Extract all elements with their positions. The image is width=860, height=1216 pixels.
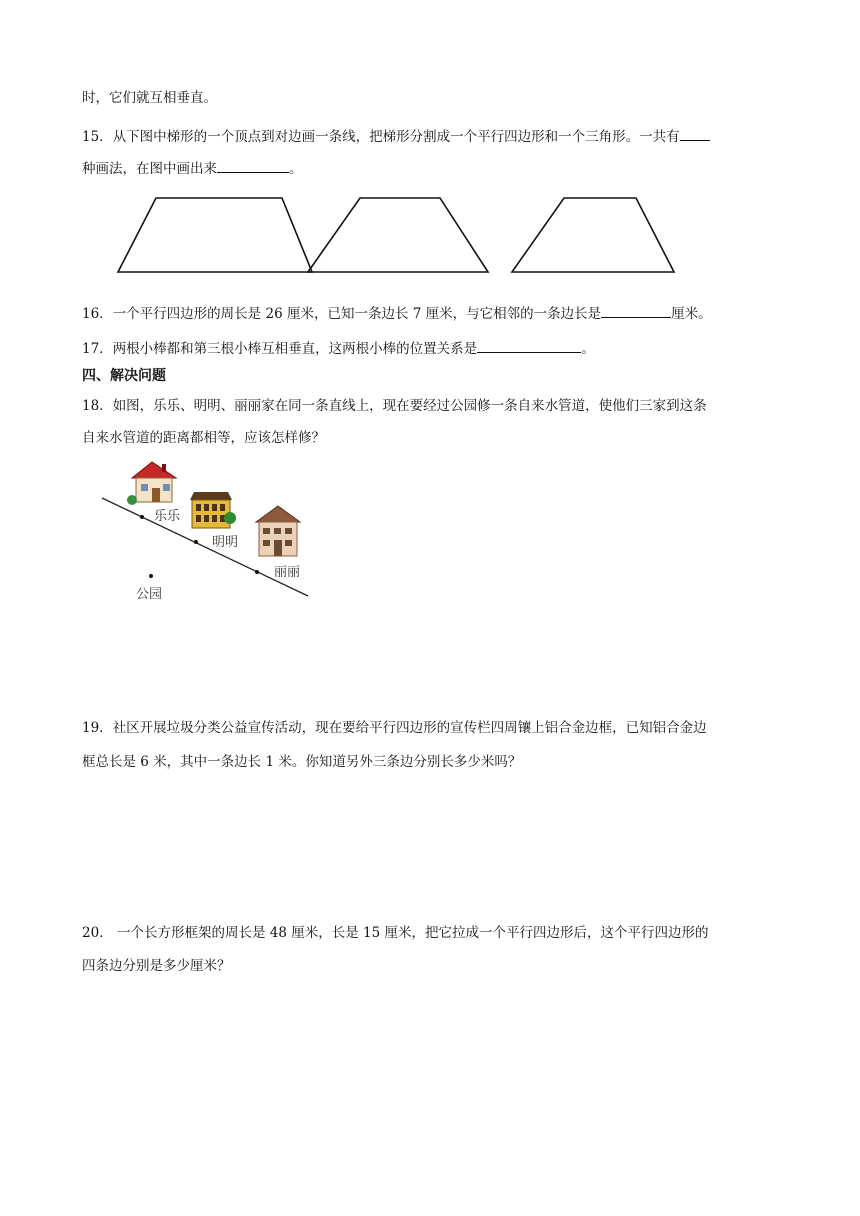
- question-15-text-c: 。: [289, 161, 303, 177]
- label-lili: 丽丽: [274, 565, 301, 580]
- question-18-number: 18．: [82, 398, 113, 414]
- house-lele-icon: [127, 462, 176, 505]
- trapezoid-3[interactable]: [512, 198, 674, 272]
- question-16-number: 16．: [82, 306, 113, 322]
- question-17-blank[interactable]: [477, 338, 581, 353]
- question-18-line-1: [82, 396, 707, 416]
- question-18-line-2: 自来水管道的距离都相等，应该怎样修？: [82, 430, 325, 446]
- house-mingming-icon: [190, 492, 236, 528]
- question-16-blank[interactable]: [601, 303, 671, 318]
- question-17-text-b: 。: [581, 341, 595, 357]
- point-lele: [140, 515, 144, 519]
- trapezoid-1[interactable]: [118, 198, 312, 272]
- label-lele: 乐乐: [154, 509, 181, 524]
- label-park: 公园: [136, 587, 163, 602]
- question-15-blank-draw[interactable]: [217, 158, 289, 173]
- question-15-line-1: [82, 126, 710, 147]
- question-15-text-a: 从下图中梯形的一个顶点到对边画一条线，把梯形分割成一个平行四边形和一个三角形。一共有: [112, 129, 680, 145]
- continued-text-line: 时，它们就互相垂直。: [82, 90, 217, 106]
- question-19-line-1: [82, 718, 707, 738]
- question-15-text-b: 种画法，在图中画出来: [82, 161, 217, 177]
- label-mingming: 明明: [212, 535, 239, 550]
- section-heading: 四、解决问题: [82, 368, 166, 384]
- point-mingming: [194, 540, 198, 544]
- point-lili: [255, 570, 259, 574]
- question-16-text-a: 一个平行四边形的周长是 26 厘米，已知一条边长 7 厘米，与它相邻的一条边长是: [112, 306, 602, 322]
- question-17-number: 17．: [82, 341, 113, 357]
- question-17-line: [82, 338, 595, 359]
- question-20-text-1: 一个长方形框架的周长是 48 厘米，长是 15 厘米，把它拉成一个平行四边形后，这个平行四边形的: [112, 925, 709, 941]
- point-park: [149, 574, 153, 578]
- house-map-figure: [96, 456, 316, 616]
- trapezoid-2[interactable]: [308, 198, 488, 272]
- question-15-number: 15．: [82, 129, 113, 145]
- question-17-text-a: 两根小棒都和第三根小棒互相垂直，这两根小棒的位置关系是: [112, 341, 478, 357]
- question-16-line: [82, 303, 712, 324]
- question-19-number: 19．: [82, 720, 113, 736]
- question-18-text-1: 如图，乐乐、明明、丽丽家在同一条直线上，现在要经过公园修一条自来水管道，使他们三家到这条: [112, 398, 707, 414]
- question-20-number: 20．: [82, 925, 113, 941]
- question-15-line-2: [82, 158, 303, 179]
- question-15-blank-count[interactable]: [680, 126, 710, 141]
- question-20-line-2: 四条边分别是多少厘米？: [82, 958, 231, 974]
- question-16-text-b: 厘米。: [671, 306, 712, 322]
- question-19-line-2: 框总长是 6 米，其中一条边长 1 米。你知道另外三条边分别长多少米吗？: [82, 754, 522, 770]
- house-lili-icon: [256, 506, 300, 556]
- question-19-text-1: 社区开展垃圾分类公益宣传活动，现在要给平行四边形的宣传栏四周镶上铝合金边框，已知铝合金边: [112, 720, 707, 736]
- question-20-line-1: [82, 923, 709, 943]
- trapezoid-figures: [110, 190, 690, 280]
